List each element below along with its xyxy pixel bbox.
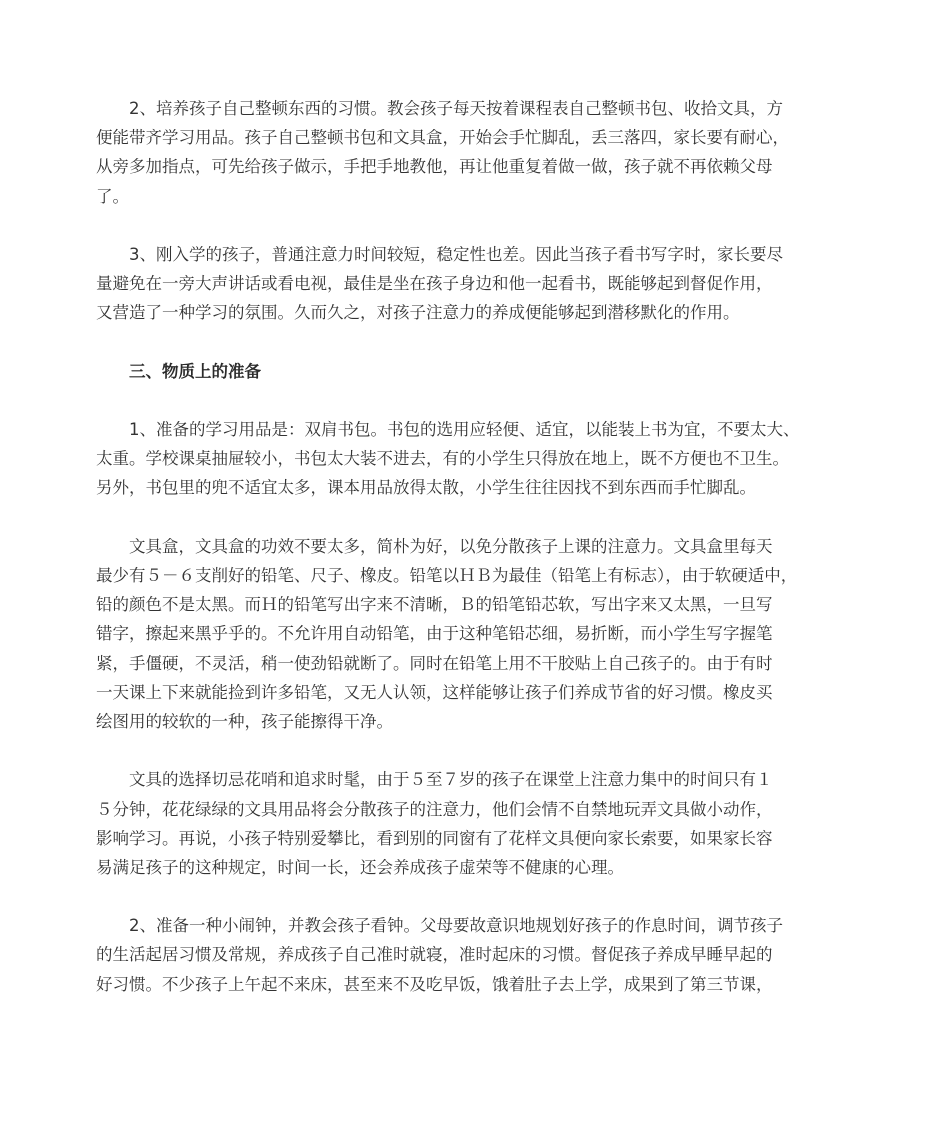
paragraph-habit-organize: [96, 94, 856, 211]
text-line: 2、准备一种小闹钟，并教会孩子看钟。父母要故意识地规划好孩子的作息时间，调节孩子: [96, 916, 783, 936]
text-line: 的生活起居习惯及常规，养成孩子自己准时就寝，准时起床的习惯。督促孩子养成早睡早起的: [96, 945, 773, 965]
text-line: ５分钟，花花绿绿的文具用品将会分散孩子的注意力，他们会情不自禁地玩弄文具做小动作，: [96, 799, 773, 819]
text-line: 最少有５－６支削好的铅笔、尺子、橡皮。铅笔以ＨＢ为最佳（铅笔上有标志），由于软硬适中，: [96, 566, 798, 585]
text-line: 好习惯。不少孩子上午起不来床，甚至来不及吃早饭，饿着肚子去上学，成果到了第三节课，: [96, 974, 773, 994]
heading-line: 三、物质上的准备: [96, 361, 261, 381]
text-line: 另外，书包里的兜不适宜太多，课本用品放得太散，小学生往往因找不到东西而手忙脚乱。: [96, 478, 756, 498]
text-line: 错字，擦起来黑乎乎的。不允许用自动铅笔，由于这种笔铅芯细，易折断，而小学生写字握笔: [96, 624, 773, 644]
text-line: 文具的选择切忌花哨和追求时髦，由于５至７岁的孩子在课堂上注意力集中的时间只有１: [96, 770, 773, 790]
text-line: 易满足孩子的这种规定，时间一长，还会养成孩子虚荣等不健康的心理。: [96, 857, 624, 877]
paragraph-attention: [96, 240, 856, 328]
text-line: 了。: [96, 186, 129, 206]
text-line: 绘图用的较软的一种，孩子能擦得干净。: [96, 711, 393, 731]
text-line: 一天课上下来就能捡到许多铅笔，又无人认领，这样能够让孩子们养成节省的好习惯。橡皮买: [96, 682, 773, 702]
text-line: 太重。学校课桌抽屉较小，书包太大装不进去，有的小学生只得放在地上，既不方便也不卫生。: [96, 449, 789, 469]
paragraph-alarm-clock: [96, 911, 856, 999]
paragraph-school-bag: [96, 415, 856, 503]
text-line: 铅的颜色不是太黑。而Ｈ的铅笔写出字来不清晰，Ｂ的铅笔铅芯软，写出字来又太黑，一旦写: [96, 595, 773, 615]
text-line: 1、准备的学习用品是：双肩书包。书包的选用应轻便、适宜，以能装上书为宜，不要太大、: [96, 420, 800, 440]
text-line: 3、刚入学的孩子，普通注意力时间较短，稳定性也差。因此当孩子看书写字时，家长要尽: [96, 244, 783, 264]
text-line: 文具盒，文具盒的功效不要太多，简朴为好，以免分散孩子上课的注意力。文具盒里每天: [96, 536, 773, 556]
text-line: 从旁多加指点，可先给孩子做示，手把手地教他，再让他重复着做一做，孩子就不再依赖父母: [96, 157, 773, 177]
text-line: 便能带齐学习用品。孩子自己整顿书包和文具盒，开始会手忙脚乱，丢三落四，家长要有耐心，: [96, 128, 789, 148]
text-line: 影响学习。再说，小孩子特别爱攀比，看到别的同窗有了花样文具便向家长索要，如果家长容: [96, 828, 773, 848]
text-line: 2、培养孩子自己整顿东西的习惯。教会孩子每天按着课程表自己整顿书包、收拾文具，方: [96, 99, 783, 118]
document-body: [96, 94, 856, 1028]
paragraph-pencil-box: [96, 532, 856, 736]
paragraph-stationery-choice: [96, 765, 856, 882]
section-heading: [96, 357, 856, 386]
text-line: 又营造了一种学习的氛围。久而久之，对孩子注意力的养成便能够起到潜移默化的作用。: [96, 303, 740, 323]
text-line: 紧，手僵硬，不灵活，稍一使劲铅就断了。同时在铅笔上用不干胶贴上自己孩子的。由于有时: [96, 653, 773, 673]
text-line: 量避免在一旁大声讲话或看电视，最佳是坐在孩子身边和他一起看书，既能够起到督促作用，: [96, 274, 773, 294]
